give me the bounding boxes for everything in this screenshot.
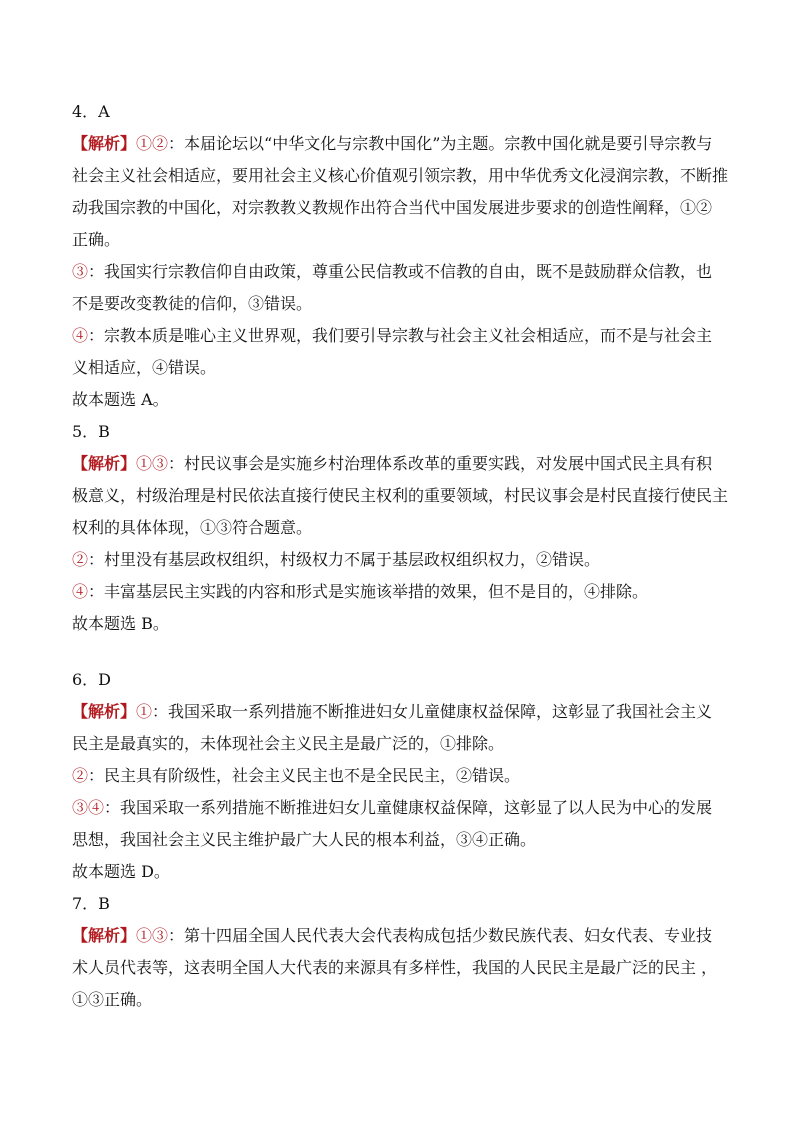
text-line: ：村民议事会是实施乡村治理体系改革的重要实践，对发展中国式民主具有积 <box>168 454 713 473</box>
blank-spacer <box>72 640 724 664</box>
text-line: ：民主具有阶级性，社会主义民主也不是全民民主，②错误。 <box>88 766 521 785</box>
text-line: ①③正确。 <box>72 990 153 1009</box>
text-line: ：我国实行宗教信仰自由政策，尊重公民信教或不信教的自由，既不是鼓励群众信教，也 <box>88 262 713 281</box>
text-line: 民主是最真实的，未体现社会主义民主是最广泛的，①排除。 <box>72 734 505 753</box>
option-marker: ④ <box>72 582 89 601</box>
text-line: 极意义，村级治理是村民依法直接行使民主权利的重要领域，村民议事会是村民直接行使民主 <box>72 486 729 505</box>
text-line: ：宗教本质是唯心主义世界观，我们要引导宗教与社会主义社会相适应，而不是与社会主 <box>88 326 713 345</box>
analysis-para <box>72 320 724 384</box>
conclusion: 故本题选 A。 <box>72 390 169 409</box>
option-marker: ④ <box>72 326 89 345</box>
analysis-para <box>72 696 724 760</box>
analysis-para <box>72 256 724 320</box>
option-marker: ③④ <box>72 798 105 817</box>
text-line: ：第十四届全国人民代表大会代表构成包括少数民族代表、妇女代表、专业技 <box>168 926 713 945</box>
text-line: ：我国采取一系列措施不断推进妇女儿童健康权益保障，这彰显了我国社会主义 <box>152 702 713 721</box>
analysis-para <box>72 128 729 256</box>
text-line: 思想，我国社会主义民主维护最广大人民的根本利益，③④正确。 <box>72 830 537 849</box>
analysis-para <box>72 792 724 856</box>
text-line: ：村里没有基层政权组织，村级权力不属于基层政权组织权力，②错误。 <box>88 550 601 569</box>
analysis-para <box>72 576 724 608</box>
answer-document <box>72 96 729 1016</box>
question-number: 4．A <box>72 102 110 121</box>
text-line: 正确。 <box>72 230 121 249</box>
analysis-para <box>72 760 724 792</box>
text-line: 术人员代表等，这表明全国人大代表的来源具有多样性，我国的人民民主是最广泛的民主 ， <box>72 958 718 977</box>
analysis-para <box>72 920 724 1016</box>
option-marker: ② <box>72 550 89 569</box>
option-marker: ①② <box>136 134 169 153</box>
text-line: 不是要改变教徒的信仰，③错误。 <box>72 294 313 313</box>
option-marker: ① <box>136 702 153 721</box>
text-line: ：本届论坛以“中华文化与宗教中国化”为主题。宗教中国化就是要引导宗教与 <box>168 134 713 153</box>
question-number: 5．B <box>72 422 110 441</box>
analysis-tag: 【解析】 <box>72 454 137 473</box>
text-line: ：我国采取一系列措施不断推进妇女儿童健康权益保障，这彰显了以人民为中心的发展 <box>104 798 713 817</box>
text-line: ：丰富基层民主实践的内容和形式是实施该举措的效果，但不是目的，④排除。 <box>88 582 649 601</box>
question-number: 6．D <box>72 670 112 689</box>
option-marker: ② <box>72 766 89 785</box>
analysis-tag: 【解析】 <box>72 926 137 945</box>
text-line: 动我国宗教的中国化，对宗教教义教规作出符合当代中国发展进步要求的创造性阐释，①② <box>72 198 713 217</box>
text-line: 义相适应，④错误。 <box>72 358 217 377</box>
text-line: 社会主义社会相适应，要用社会主义核心价值观引领宗教，用中华优秀文化浸润宗教，不断推 <box>72 166 729 185</box>
analysis-tag: 【解析】 <box>72 702 137 721</box>
option-marker: ①③ <box>136 926 169 945</box>
text-line: 权利的具体体现，①③符合题意。 <box>72 518 313 537</box>
analysis-para <box>72 448 729 544</box>
conclusion: 故本题选 D。 <box>72 862 170 881</box>
analysis-tag: 【解析】 <box>72 134 137 153</box>
analysis-para <box>72 544 724 576</box>
option-marker: ①③ <box>136 454 169 473</box>
conclusion: 故本题选 B。 <box>72 614 169 633</box>
question-number: 7．B <box>72 894 110 913</box>
option-marker: ③ <box>72 262 89 281</box>
